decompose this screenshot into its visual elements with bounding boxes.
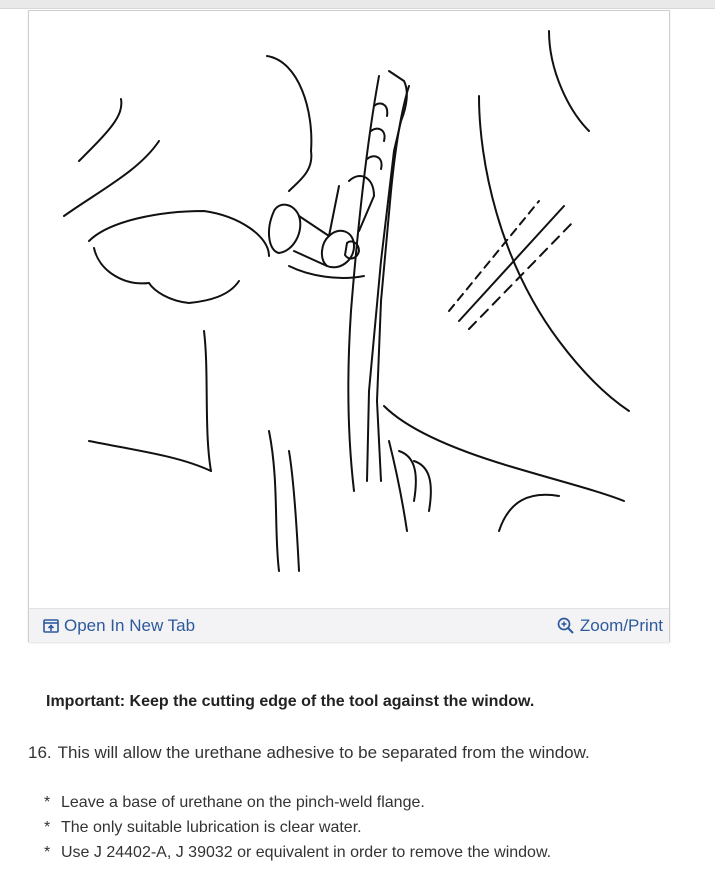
drawing-stroke	[204, 331, 211, 471]
drawing-stroke	[89, 211, 269, 256]
figure-toolbar	[29, 608, 669, 642]
zoom-magnifier-icon	[557, 617, 575, 635]
bullet-text: Leave a base of urethane on the pinch-weld flange.	[61, 794, 425, 811]
drawing-stroke	[479, 96, 629, 411]
bullet-mark: *	[44, 844, 51, 861]
drawing-stroke	[89, 441, 211, 471]
drawing-stroke	[469, 221, 574, 329]
list-item	[44, 840, 551, 865]
figure-card	[28, 10, 670, 642]
drawing-stroke	[329, 186, 339, 236]
zoom-print-label: Zoom/Print	[579, 616, 663, 635]
drawing-stroke	[384, 406, 624, 501]
drawing-stroke	[79, 99, 121, 161]
list-item	[44, 790, 551, 815]
open-in-new-tab-link[interactable]	[43, 615, 195, 637]
important-note: Important: Keep the cutting edge of the tool against the window.	[46, 693, 535, 710]
step-text: This will allow the urethane adhesive to be separated from the window.	[57, 743, 590, 762]
step-number: 16.	[28, 743, 52, 762]
drawing-stroke	[289, 451, 299, 571]
drawing-stroke	[269, 205, 300, 253]
zoom-print-link[interactable]	[557, 615, 663, 637]
drawing-stroke	[348, 76, 379, 491]
open-in-new-tab-icon	[43, 619, 59, 633]
drawing-stroke	[64, 141, 159, 216]
drawing-stroke	[294, 216, 329, 266]
drawing-stroke	[549, 31, 589, 131]
drawing-stroke	[459, 206, 564, 321]
drawing-stroke	[269, 431, 279, 571]
drawing-stroke	[94, 248, 149, 283]
bullet-mark: *	[44, 819, 51, 836]
bullet-text: Use J 24402-A, J 39032 or equivalent in order to remove the window.	[61, 844, 552, 861]
step-16	[28, 743, 590, 763]
drawing-stroke	[267, 56, 311, 191]
bullet-list	[44, 790, 551, 865]
figure-illustration[interactable]	[29, 11, 669, 608]
drawing-stroke	[149, 281, 239, 303]
line-drawing	[29, 11, 669, 608]
drawing-stroke	[289, 266, 364, 278]
top-divider	[0, 0, 715, 9]
bullet-mark: *	[44, 794, 51, 811]
list-item	[44, 815, 551, 840]
drawing-stroke	[322, 231, 354, 268]
open-in-new-tab-label: Open In New Tab	[64, 616, 196, 635]
drawing-stroke	[499, 495, 559, 531]
bullet-text: The only suitable lubrication is clear water.	[61, 819, 362, 836]
drawing-stroke	[449, 201, 539, 311]
